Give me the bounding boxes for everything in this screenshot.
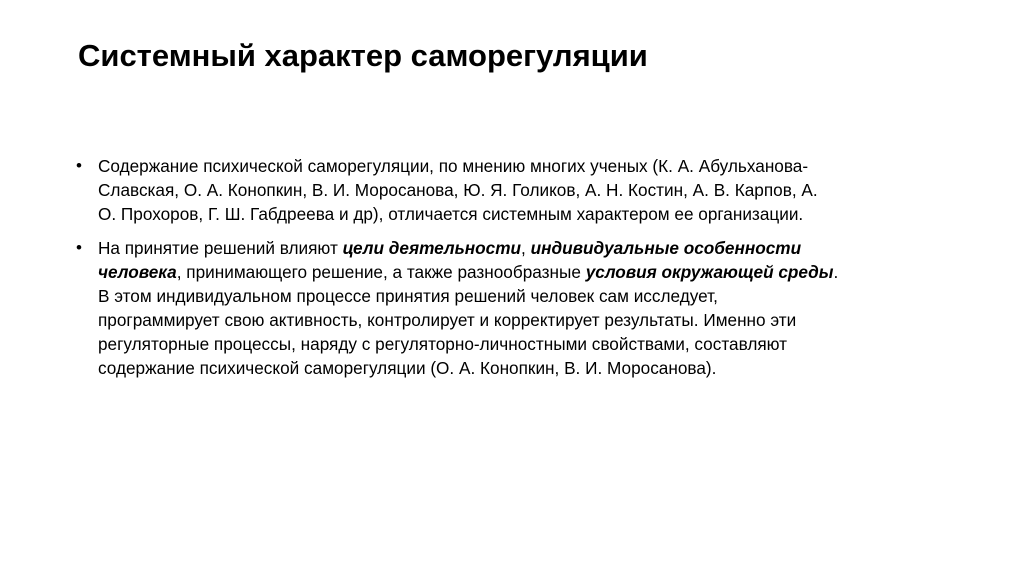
bullet-item-1 [74,154,964,226]
text-segment: , [521,238,531,258]
bullet-item-2 [74,236,964,380]
bullet-marker: • [76,156,82,175]
bullet-list [74,154,964,390]
text-segment: , принимающего решение, а также разнообразные [176,262,586,282]
slide-title: Системный характер саморегуляции [78,38,648,73]
emphasis-environment: условия окружающей среды [585,262,834,282]
bullet-marker: • [76,238,82,257]
emphasis-individual-traits: индивидуальные особенности человека [98,238,802,282]
text-segment: . В этом индивидуальном процессе принятия решений человек сам исследует, программирует свою активность, контролирует и корректирует результаты. Именно эти регуляторные процессы, наряду с регуляторно-личностными свойствами, составляют содержание психической саморегуляции (О. А. Конопкин, В. И. Моросанова). [98,262,839,378]
emphasis-goals: цели деятельности [342,238,522,258]
text-segment: На принятие решений влияют [98,238,343,258]
bullet-text [98,236,840,380]
bullet-text: Содержание психической саморегуляции, по мнению многих ученых (К. А. Абульханова-Славская, О. А. Конопкин, В. И. Моросанова, Ю. Я. Голиков, А. Н. Костин, А. В. Карпов, А. О. Прохоров, Г. Ш. Габдреева и др), отличается системным характером ее организации. [98,156,818,224]
